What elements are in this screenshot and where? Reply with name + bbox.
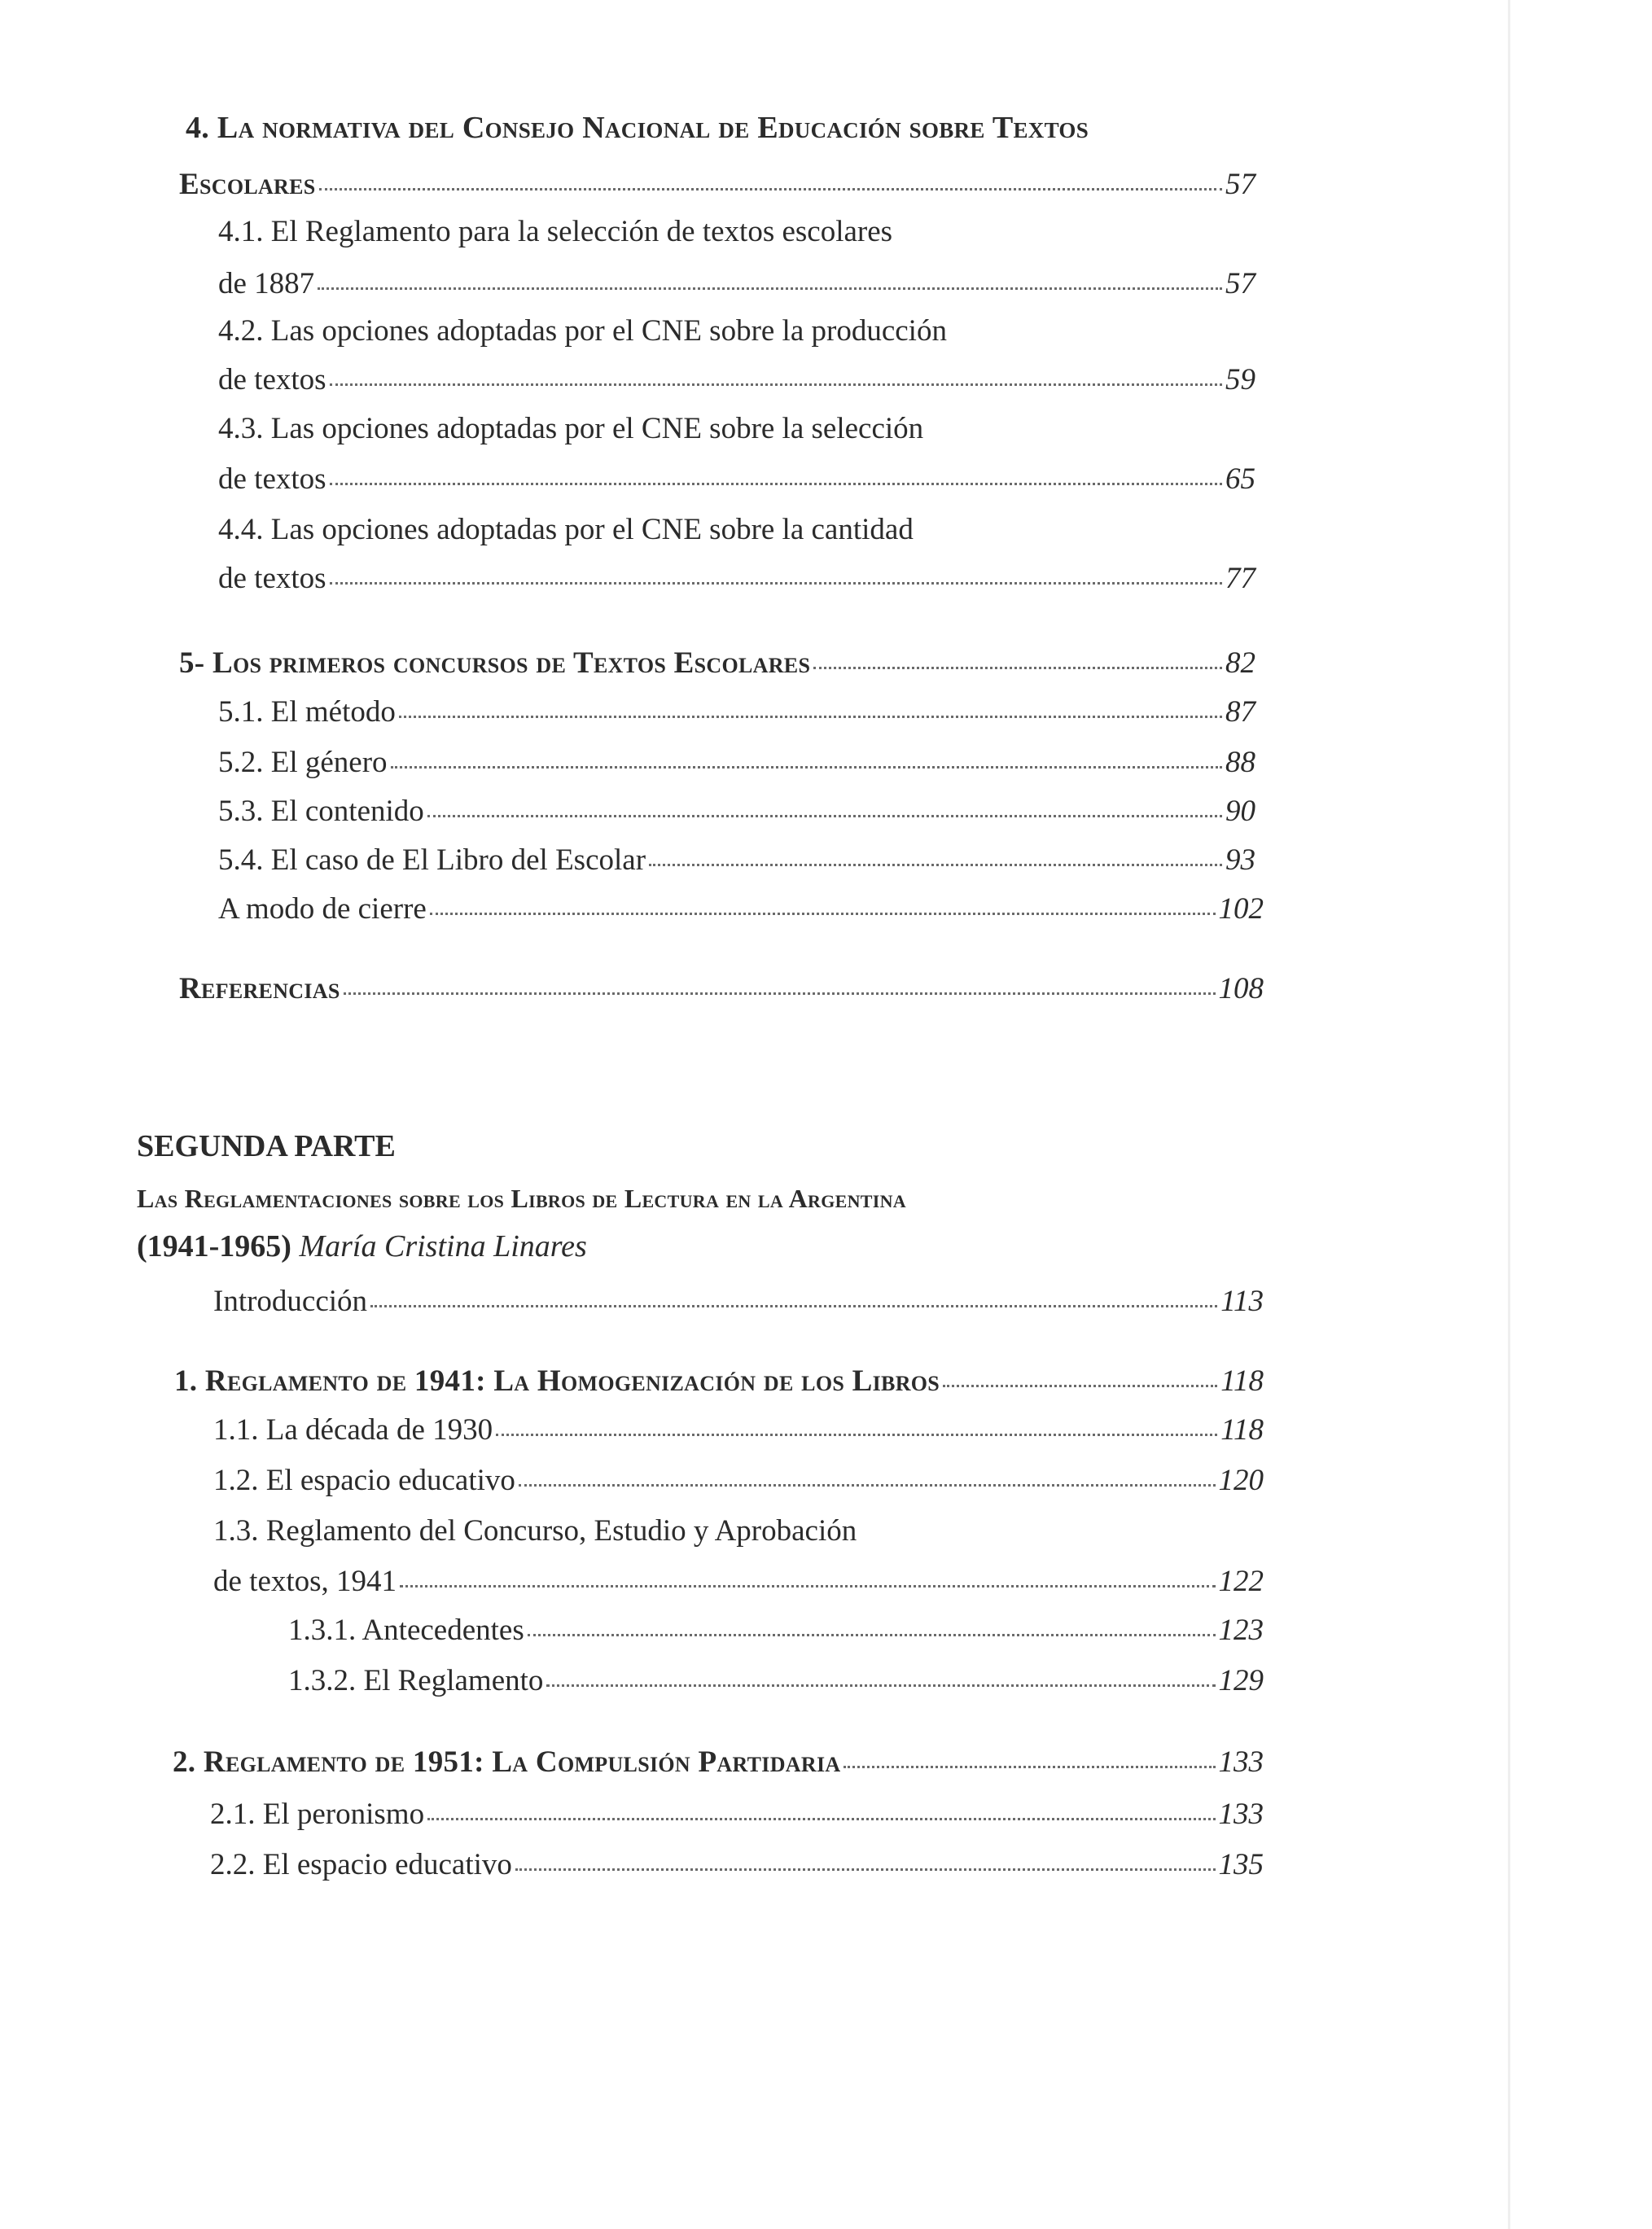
section-4-title-cont: Escolares: [179, 168, 316, 201]
section-number: 2.: [173, 1745, 196, 1779]
dot-leader: [330, 483, 1222, 485]
part-years: (1941-1965): [137, 1229, 291, 1263]
section-4-number: 4.: [186, 111, 210, 145]
dot-leader: [528, 1634, 1216, 1636]
dot-leader: [427, 1818, 1215, 1820]
section-5-title: [179, 648, 1255, 678]
toc-item-2-1: [210, 1799, 1264, 1829]
part2-section-2-title: [173, 1747, 1264, 1777]
toc-item-4-3-line1: 4.3. Las opciones adoptadas por el CNE sobre la selección: [218, 412, 924, 445]
section-4-page: 57: [1225, 168, 1255, 201]
toc-item-5-3: [218, 796, 1255, 826]
toc-item-intro: [213, 1286, 1264, 1316]
toc-item-page: 102: [1218, 892, 1264, 926]
dot-leader: [391, 766, 1222, 769]
references-title: Referencias: [179, 972, 340, 1005]
toc-item-text: 5.2. El género: [218, 746, 388, 779]
dot-leader: [813, 667, 1222, 669]
toc-item-page: 93: [1225, 843, 1255, 877]
toc-item-1-3-line1: 1.3. Reglamento del Concurso, Estudio y Aprobación: [213, 1514, 857, 1548]
dot-leader: [546, 1684, 1215, 1687]
dot-leader: [515, 1868, 1216, 1871]
dot-leader: [330, 383, 1222, 386]
part2-section-1-title: [174, 1366, 1264, 1396]
section-title-b: La Compulsión Partidaria: [492, 1745, 841, 1779]
toc-item-page: 122: [1218, 1565, 1264, 1598]
toc-item-text: de textos: [218, 562, 326, 595]
toc-item-text: 5.4. El caso de El Libro del Escolar: [218, 843, 646, 877]
toc-item-page: 77: [1225, 562, 1255, 595]
section-title-year: 1941:: [414, 1364, 486, 1398]
toc-item-4-1-line1: 4.1. El Reglamento para la selección de textos escolares: [218, 215, 893, 248]
section-5-page: 82: [1225, 646, 1255, 680]
dot-leader: [330, 582, 1222, 585]
toc-item-4-4-line1: 4.4. Las opciones adoptadas por el CNE sobre la cantidad: [218, 513, 914, 546]
toc-item-text: 2.2. El espacio educativo: [210, 1848, 512, 1881]
dot-leader: [319, 188, 1222, 190]
toc-item-page: 59: [1225, 363, 1255, 396]
toc-item-text: 1.3.1. Antecedentes: [288, 1614, 524, 1647]
toc-item-page: 113: [1220, 1285, 1264, 1318]
section-title-a: Reglamento de: [203, 1745, 405, 1779]
toc-item-page: 123: [1218, 1614, 1264, 1647]
toc-item-4-2-line2: [218, 365, 1255, 395]
toc-item-4-1-line2: [218, 269, 1255, 299]
page-edge-shadow: [1508, 0, 1510, 2229]
section-5-title-text: [179, 648, 810, 678]
section-5-title-label: Los primeros concursos de Textos Escolares: [212, 646, 811, 680]
dot-leader: [496, 1434, 1217, 1436]
toc-item-text: 5.3. El contenido: [218, 795, 424, 828]
toc-item-5-4: [218, 845, 1255, 875]
toc-item-text: 2.1. El peronismo: [210, 1798, 425, 1831]
dot-leader: [399, 716, 1222, 718]
toc-item-page: 135: [1218, 1848, 1264, 1881]
toc-item-4-3-line2: [218, 464, 1255, 494]
references-page: 108: [1218, 972, 1264, 1005]
section-number: 1.: [174, 1364, 198, 1398]
dot-leader: [400, 1585, 1215, 1587]
dot-leader: [430, 913, 1216, 915]
dot-leader: [318, 287, 1222, 290]
toc-item-page: 57: [1225, 267, 1255, 300]
toc-item-1-3-2: [288, 1666, 1264, 1696]
part-heading: SEGUNDA PARTE: [137, 1129, 396, 1163]
toc-item-text: 1.3.2. El Reglamento: [288, 1664, 544, 1697]
part2-section-2-title-text: [173, 1747, 840, 1777]
section-title-a: Reglamento de: [204, 1364, 407, 1398]
part-years-author: [137, 1231, 587, 1262]
section-4-title-line1: [186, 112, 1089, 143]
toc-item-5-2: [218, 747, 1255, 777]
toc-item-text: 1.1. La década de 1930: [213, 1413, 493, 1447]
references-entry: [179, 974, 1264, 1004]
part2-section-1-title-text: [174, 1366, 940, 1396]
toc-item-text: de textos, 1941: [213, 1565, 397, 1598]
section-page: 133: [1218, 1745, 1264, 1779]
toc-item-page: 118: [1220, 1413, 1264, 1447]
dot-leader: [370, 1305, 1217, 1307]
toc-item-1-3-line2: [213, 1566, 1264, 1596]
section-title-b: La Homogenización de los Libros: [493, 1364, 940, 1398]
toc-item-4-4-line2: [218, 563, 1255, 593]
toc-item-text: de textos: [218, 462, 326, 496]
dot-leader: [344, 992, 1216, 995]
toc-item-text: 1.2. El espacio educativo: [213, 1464, 515, 1497]
toc-item-4-2-line1: 4.2. Las opciones adoptadas por el CNE sobre la producción: [218, 314, 947, 348]
section-5-number: 5-: [179, 646, 205, 680]
toc-item-page: 120: [1218, 1464, 1264, 1497]
toc-item-1-2: [213, 1465, 1264, 1495]
toc-item-text: Introducción: [213, 1285, 368, 1318]
toc-item-text: 5.1. El método: [218, 695, 396, 729]
part-subtitle: Las Reglamentaciones sobre los Libros de Lectura en la Argentina: [137, 1184, 906, 1213]
toc-item-page: 129: [1218, 1664, 1264, 1697]
dot-leader: [649, 864, 1222, 866]
toc-item-page: 88: [1225, 746, 1255, 779]
toc-item-text: A modo de cierre: [218, 892, 427, 926]
toc-item-2-2: [210, 1850, 1264, 1880]
toc-item-text: de textos: [218, 363, 326, 396]
toc-item-page: 65: [1225, 462, 1255, 496]
dot-leader: [427, 815, 1222, 817]
part-author: María Cristina Linares: [299, 1229, 587, 1263]
dot-leader: [519, 1484, 1216, 1487]
toc-item-page: 90: [1225, 795, 1255, 828]
dot-leader: [844, 1766, 1215, 1768]
section-page: 118: [1220, 1364, 1264, 1398]
section-4-title-line2: [179, 169, 1255, 199]
toc-item-1-1: [213, 1415, 1264, 1445]
toc-item-1-3-1: [288, 1615, 1264, 1645]
section-title-year: 1951:: [412, 1745, 484, 1779]
toc-item-page: 87: [1225, 695, 1255, 729]
toc-item-5-1: [218, 697, 1255, 727]
toc-item-closing: [218, 894, 1264, 924]
toc-item-page: 133: [1218, 1798, 1264, 1831]
toc-item-text: de 1887: [218, 267, 315, 300]
dot-leader: [943, 1385, 1217, 1387]
section-4-title-text: La normativa del Consejo Nacional de Educación sobre Textos: [217, 111, 1089, 145]
